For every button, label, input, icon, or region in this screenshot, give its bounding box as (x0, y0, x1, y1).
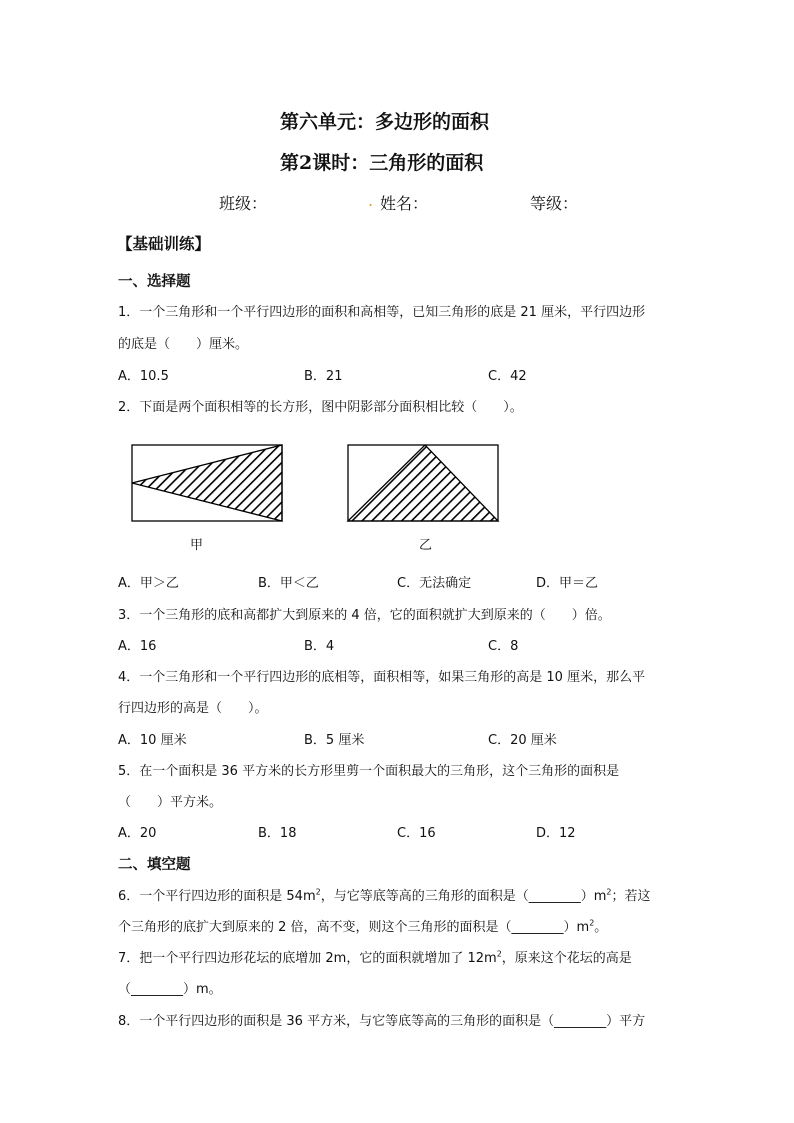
question-5-line-1: 5．在一个面积是 36 平方米的长方形里剪一个面积最大的三角形，这个三角形的面积是 (118, 764, 620, 779)
question-1-line-1: 1．一个三角形和一个平行四边形的面积和高相等，已知三角形的底是 21 厘米，平行四边形 (118, 305, 646, 320)
q4-option-b[interactable]: B．5 厘米 (304, 733, 365, 748)
page-title: 第六单元：多边形的面积 (280, 111, 490, 133)
q5-option-d[interactable]: D．12 (536, 826, 576, 841)
q2-option-b[interactable]: B．甲＜乙 (258, 576, 319, 591)
q5-option-b[interactable]: B．18 (258, 826, 297, 841)
q1-option-c[interactable]: C．42 (488, 369, 527, 384)
grade-label: 等级： (530, 194, 579, 213)
q2-option-c[interactable]: C．无法确定 (397, 576, 472, 591)
q2-figures (125, 440, 510, 530)
q3-option-b[interactable]: B．4 (304, 639, 335, 654)
q2-option-d[interactable]: D．甲＝乙 (536, 576, 599, 591)
question-4-line-1: 4．一个三角形和一个平行四边形的底相等，面积相等，如果三角形的高是 10 厘米，那么平 (118, 670, 646, 685)
q4-option-c[interactable]: C．20 厘米 (488, 733, 557, 748)
q1-option-a[interactable]: A．10.5 (118, 369, 169, 384)
question-7-line-2: （________）m。 (118, 982, 222, 997)
question-5-line-2: （ ）平方米。 (118, 795, 223, 810)
question-7-line-1: 7．把一个平行四边形花坛的底增加 2m，它的面积就增加了 $12m^2$，原来这个花坛的高是 (118, 949, 632, 966)
section-fill-in-blanks: 二、填空题 (118, 857, 191, 873)
question-4-line-2: 行四边形的高是（ ）。 (118, 701, 268, 716)
question-6-line-1: 6．一个平行四边形的面积是 $54m^2$，与它等底等高的三角形的面积是$(\_\_\_\_\_\_\_\_)m^2$；若这 (118, 887, 651, 904)
question-6-line-2: 个三角形的底扩大到原来的 2 倍，高不变，则这个三角形的面积是$(\_\_\_\_\_\_\_\_)m^2$。 (118, 918, 608, 935)
figure-label-a: 甲 (190, 538, 204, 553)
figure-label-b: 乙 (419, 538, 433, 553)
question-8-line-1: 8．一个平行四边形的面积是 36 平方米，与它等底等高的三角形的面积是（________）平方 (118, 1014, 646, 1029)
question-2-line-1: 2．下面是两个面积相等的长方形，图中阴影部分面积相比较（ ）。 (118, 400, 523, 415)
q2-option-a[interactable]: A．甲＞乙 (118, 576, 179, 591)
q1-option-b[interactable]: B．21 (304, 369, 343, 384)
question-3-line-1: 3．一个三角形的底和高都扩大到原来的 4 倍，它的面积就扩大到原来的（ ）倍。 (118, 608, 611, 623)
name-label: 姓名： (380, 194, 429, 213)
q3-option-c[interactable]: C．8 (488, 639, 519, 654)
lesson-subtitle: 第2课时：三角形的面积 (280, 152, 484, 174)
section-basic-training: 【基础训练】 (117, 235, 211, 253)
class-label: 班级： (219, 194, 268, 213)
q5-option-c[interactable]: C．16 (397, 826, 436, 841)
separator-dot: . (368, 191, 374, 210)
question-1-line-2: 的底是（ ）厘米。 (118, 337, 249, 352)
section-multiple-choice: 一、选择题 (118, 274, 191, 290)
q5-option-a[interactable]: A．20 (118, 826, 157, 841)
q4-option-a[interactable]: A．10 厘米 (118, 733, 187, 748)
q3-option-a[interactable]: A．16 (118, 639, 157, 654)
